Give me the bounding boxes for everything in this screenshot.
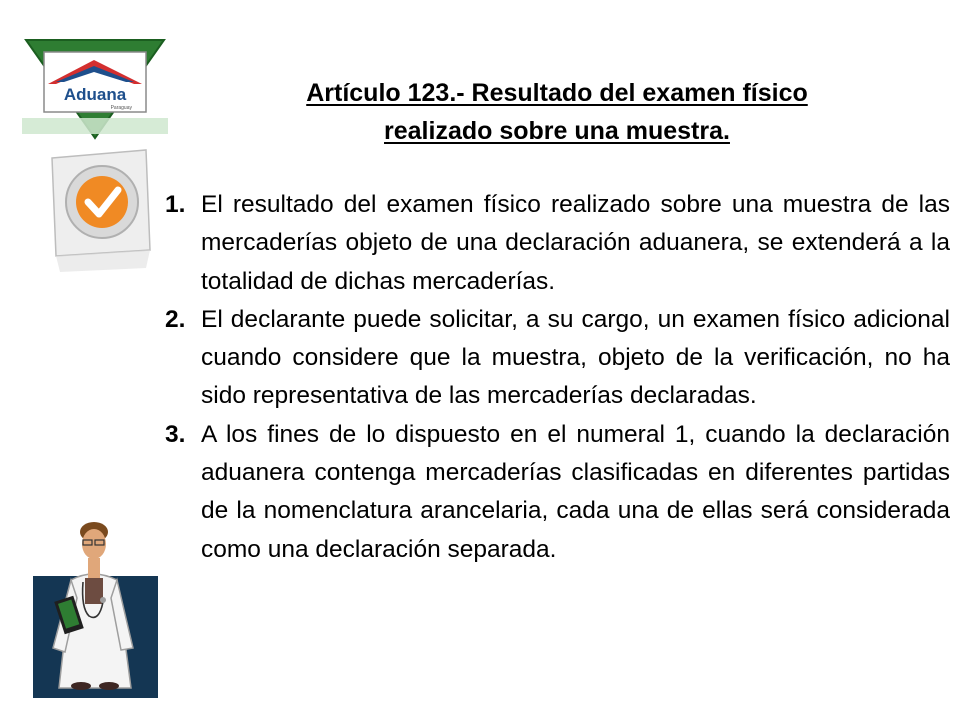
article-item-2 xyxy=(165,301,950,416)
item-text: El declarante puede solicitar, a su cargo, un examen físico adicional cuando considere que la muestra, objeto de la verificación, no ha sido representativa de las mercaderías declaradas. xyxy=(201,305,950,410)
item-number: 3. xyxy=(165,420,186,448)
article-title-line2: realizado sobre una muestra. xyxy=(384,117,730,145)
article-item-1 xyxy=(165,186,950,301)
article-title xyxy=(170,74,944,150)
logo-country-text: Paraguay xyxy=(110,105,132,111)
item-text: El resultado del examen físico realizado sobre una muestra de las mercaderías objeto de una declaración aduanera, se extenderá a la totalidad de dichas mercaderías. xyxy=(201,191,950,295)
logo-shadow-band xyxy=(22,118,168,134)
check-circle-icon xyxy=(76,176,128,228)
article-title-line1: Artículo 123.- Resultado del examen físico xyxy=(306,79,808,107)
article-body xyxy=(165,186,950,569)
item-number: 2. xyxy=(165,305,186,333)
article-item-3 xyxy=(165,416,950,569)
aduana-logo xyxy=(22,38,168,148)
certification-seal-icon xyxy=(46,138,156,273)
item-text: A los fines de lo dispuesto en el numeral 1, cuando la declaración aduanera contenga mercaderías clasificadas en diferentes partidas de la nomenclatura arancelaria, cada una de ellas será considerada como una declaración separada. xyxy=(201,420,950,563)
logo-brand-text: Aduana xyxy=(63,85,127,104)
doctor-head xyxy=(82,529,106,559)
item-number: 1. xyxy=(165,191,186,218)
doctor-illustration xyxy=(33,498,158,698)
